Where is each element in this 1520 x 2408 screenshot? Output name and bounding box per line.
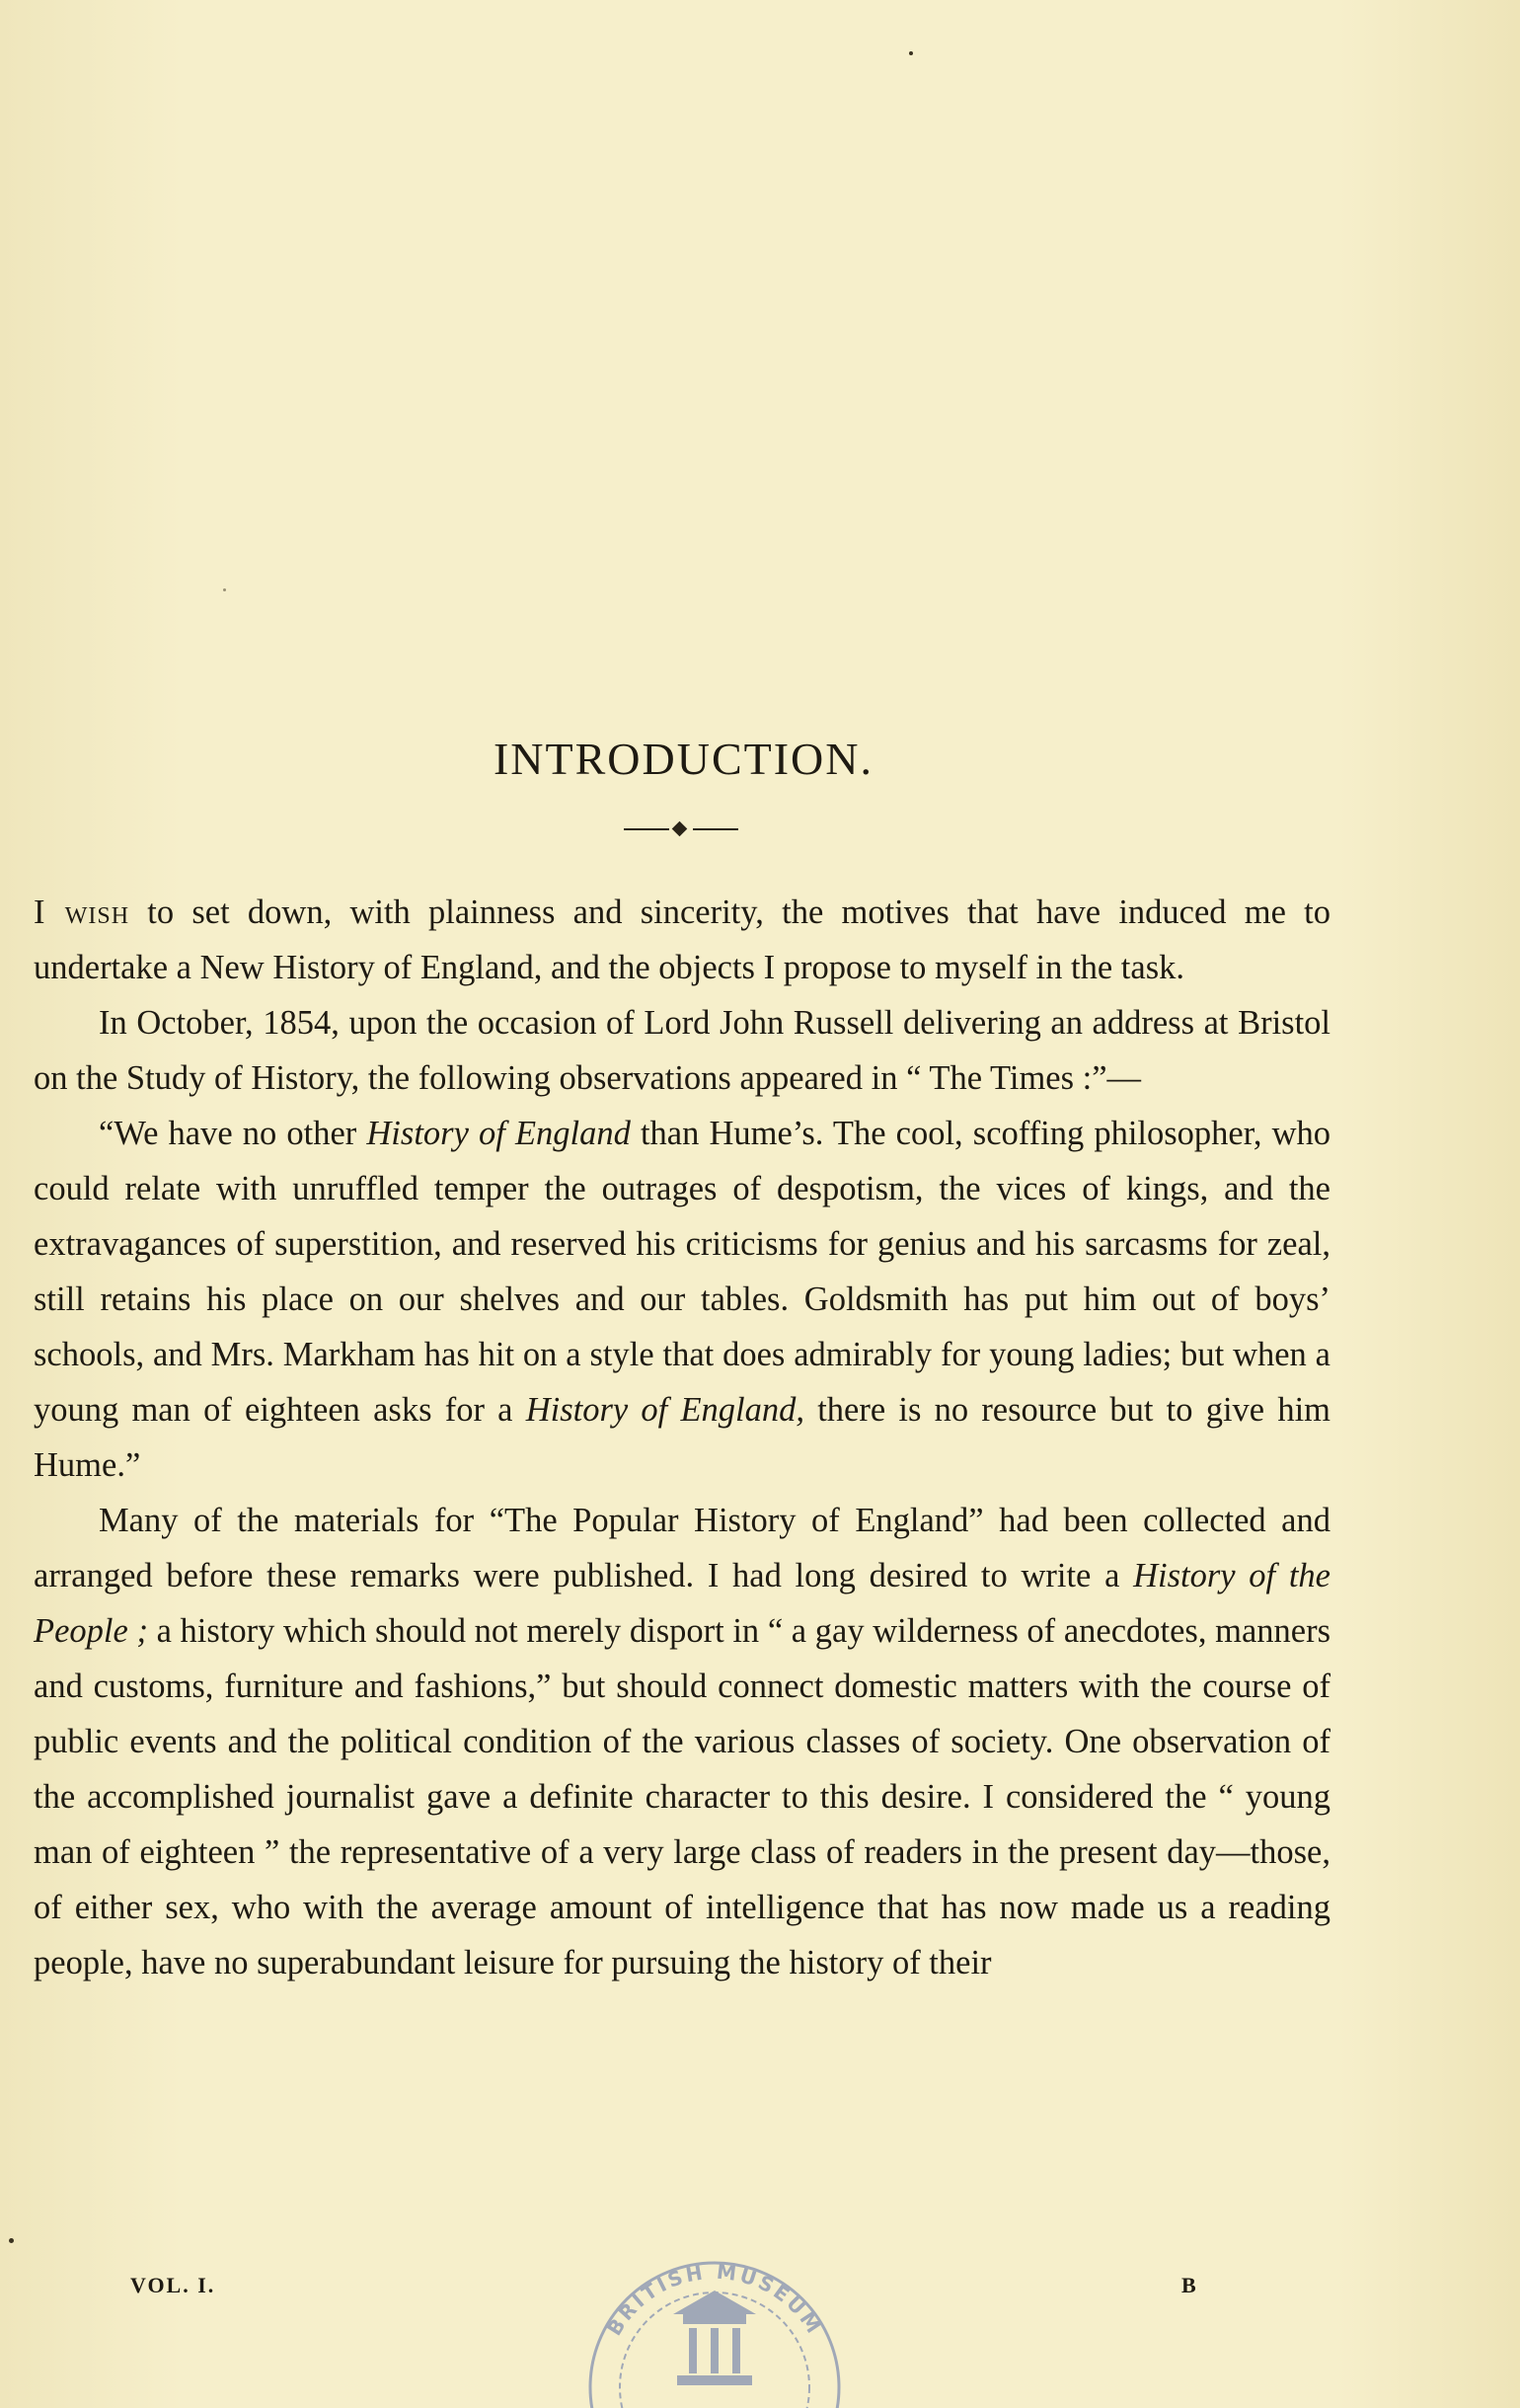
paragraph-times	[34, 995, 1330, 1106]
italic-title: History of England	[366, 1115, 631, 1152]
library-stamp-icon	[567, 2239, 863, 2408]
quote-text: there is no resource but to give him Hume.”	[34, 1391, 1330, 1484]
signature-mark: B	[1181, 2273, 1198, 2297]
italic-title: History of the People ;	[34, 1557, 1330, 1650]
ornament-divider	[624, 819, 738, 839]
ink-speck	[223, 588, 226, 591]
opening-small-caps: I wish	[34, 893, 130, 931]
paragraph-quotation	[34, 1106, 1330, 1493]
quote-text: “We have no other	[99, 1115, 367, 1152]
paragraph-text: to set down, with plainness and sincerity, the motives that have induced me to undertake a New History of England, and the objects I propose to myself in the task.	[34, 893, 1330, 986]
divider-rule	[624, 828, 669, 830]
paragraph-text: a history which should not merely disport in “ a gay wilderness of anecdotes, manners and customs, furniture and fashions,” but should connect domestic matters with the course of public events and the political condition of the various classes of society. One observation of the accomplished journalist gave a definite character to this desire. I considered the “ young man of eighteen ” the representative of a very large class of readers in the present day—those, of either sex, who with the average amount of intelligence that has now made us a reading people, have no superabundant leisure for pursuing the history of their	[34, 1612, 1330, 1981]
stamp-text: BRITISH MUSEUM	[602, 2259, 827, 2340]
ink-speck	[9, 2238, 14, 2243]
paragraph-opening	[34, 885, 1330, 995]
quote-text: than Hume’s. The cool, scoffing philosopher, who could relate with unruffled temper the outrages of despotism, the vices of kings, and the extravagances of superstition, and reserved his criticisms for genius and his sarcasms for zeal, still retains his place on our shelves and our tables. Goldsmith has put him out of boys’ schools, and Mrs. Markham has hit on a style that does admirably for young ladies; but when a young man of eighteen asks for a	[34, 1115, 1330, 1429]
body-text	[34, 885, 1330, 1990]
paragraph-materials	[34, 1493, 1330, 1990]
ink-speck	[909, 51, 913, 55]
diamond-ornament-icon	[672, 821, 688, 837]
chapter-title: INTRODUCTION.	[493, 734, 874, 784]
italic-title: History of England,	[525, 1391, 804, 1429]
paragraph-text: Many of the materials for “The Popular History of England” had been collected and arranged before these remarks were published. I had long desired to write a	[34, 1502, 1330, 1594]
volume-label: VOL. I.	[130, 2273, 216, 2297]
divider-rule	[693, 828, 738, 830]
paragraph-text: In October, 1854, upon the occasion of Lord John Russell delivering an address at Bristol on the Study of History, the following observations appeared in “ The Times :”—	[34, 1004, 1330, 1097]
